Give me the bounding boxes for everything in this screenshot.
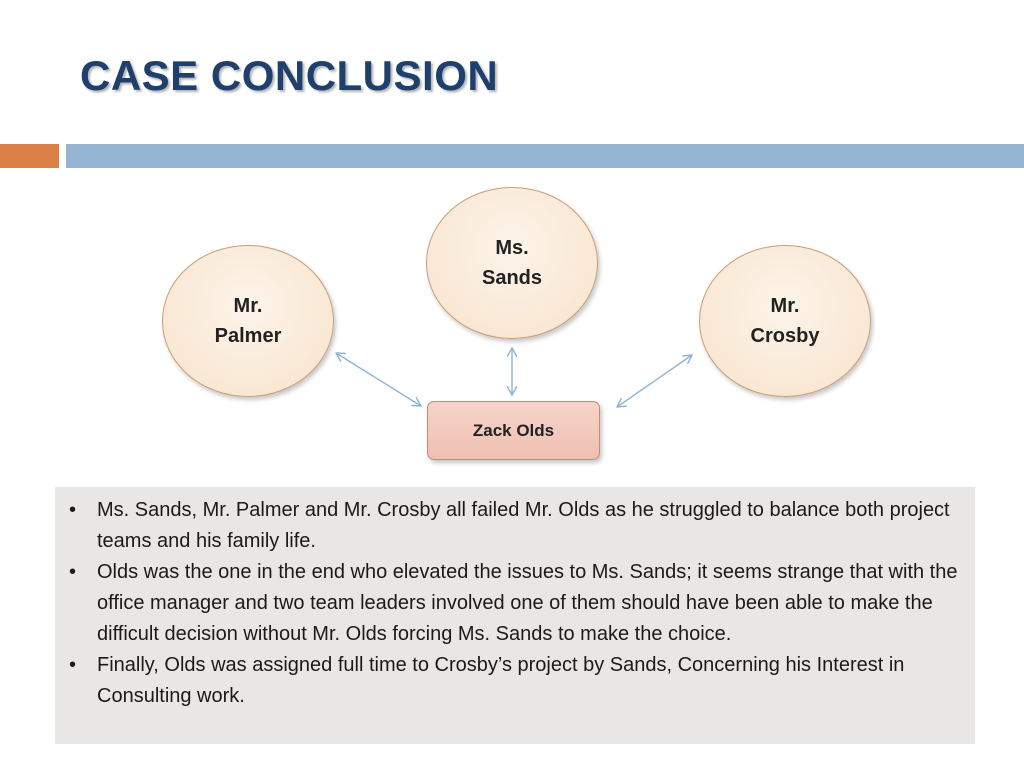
node-ms-sands: [426, 187, 598, 339]
slide-title: CASE CONCLUSION: [80, 52, 499, 99]
node-mr-crosby: [699, 245, 871, 397]
arrow-crosby-olds: [617, 355, 692, 407]
conclusion-notes-box: [55, 487, 975, 744]
bullet-item: • Olds was the one in the end who elevated the issues to Ms. Sands; it seems strange that with the office manager and two team leaders involved one of them should have been able to make the difficult decision without Mr. Olds forcing Ms. Sands to make the choice.: [65, 557, 961, 650]
header-band: [66, 144, 1024, 168]
arrow-palmer-olds: [336, 353, 421, 406]
node-ms-sands-label: Ms. Sands: [481, 237, 543, 289]
header-band-accent: [0, 144, 59, 168]
node-mr-palmer-label: Mr. Palmer: [214, 295, 282, 347]
node-mr-palmer: [162, 245, 334, 397]
bullet-item: • Finally, Olds was assigned full time to Crosby’s project by Sands, Concerning his Interest in Consulting work.: [65, 650, 961, 712]
conclusion-bullet-list: [65, 495, 961, 712]
node-mr-crosby-label: Mr. Crosby: [750, 295, 820, 347]
node-zack-olds: [427, 401, 600, 460]
node-zack-olds-label: Zack Olds: [472, 420, 555, 440]
bullet-item: • Ms. Sands, Mr. Palmer and Mr. Crosby all failed Mr. Olds as he struggled to balance both project teams and his family life.: [65, 495, 961, 557]
